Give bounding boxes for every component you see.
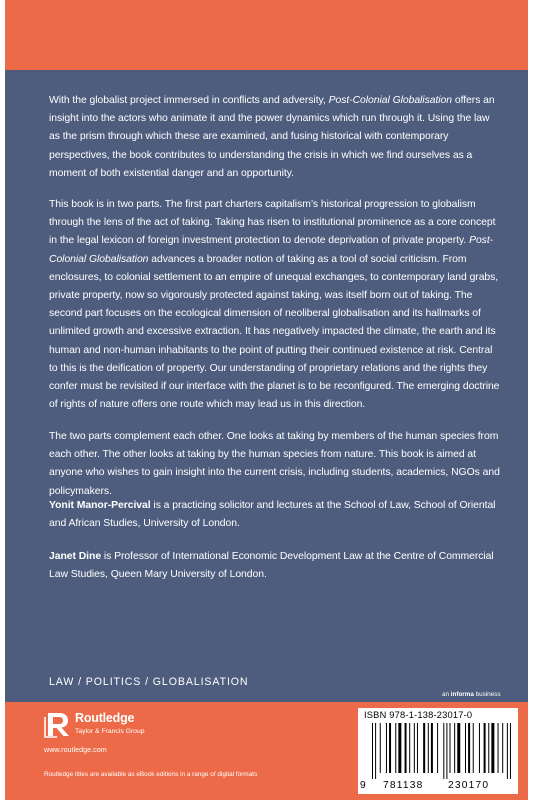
author-bio-2 xyxy=(49,548,501,584)
book-title-italic: Post-Colonial Globalisation xyxy=(49,235,494,265)
author-name: Yonit Manor-Percival xyxy=(49,500,151,511)
blurb-paragraph-3: The two parts complement each other. One looks at taking by members of the human species from each other. The other looks at taking by the human species from nature. This book is aimed at anyone who wishes to gain insight into the current crisis, including students, academics, NGOs and policymakers. xyxy=(49,431,500,497)
ebook-note: Routledge titles are available as eBook editions in a range of digital formats xyxy=(44,771,258,778)
author-bio-text: is Professor of International Economic Development Law at the Centre of Commercial Law Studies, Queen Mary University of London. xyxy=(49,551,494,581)
barcode-left-digits: 781138 xyxy=(383,780,424,791)
blurb-paragraph-1 xyxy=(49,92,501,183)
informa-prefix: an xyxy=(442,691,451,698)
barcode-bar xyxy=(468,723,470,773)
informa-brand: informa xyxy=(450,691,474,698)
barcode-bar xyxy=(437,723,438,773)
barcode-bar xyxy=(389,723,391,773)
isbn-label: ISBN 978-1-138-23017-0 xyxy=(364,710,473,720)
blurb-text: offers an insight into the actors who animate it and the power dynamics which run through it. Using the law as the prism through which these are examined, and fusing historical with contemporary perspectives, the book contributes to understanding the crisis in which we find ourselves as a moment of both existential danger and an opportunity. xyxy=(49,95,495,179)
barcode-lead-digit: 9 xyxy=(360,780,366,791)
barcode-bar xyxy=(465,723,466,773)
barcode-bar xyxy=(443,723,444,779)
barcode-bar xyxy=(507,723,508,779)
barcode-bar xyxy=(380,723,381,773)
publisher-group: Taylor & Francis Group xyxy=(75,728,145,735)
isbn-barcode xyxy=(370,723,512,779)
routledge-logo-icon xyxy=(44,711,71,738)
barcode-right-digits: 230170 xyxy=(448,780,490,791)
subject-categories: LAW / POLITICS / GLOBALISATION xyxy=(49,676,249,688)
blurb-text: advances a broader notion of taking as a tool of social criticism. From enclosures, to colonial settlement to an empire of unequal exchanges, to contemporary land grabs, private property, now so vigorously protected against taking, was itself born out of taking. The second part focuses on the ecological dimension of neoliberal globalisation and its hallmarks of unlimited growth and excessive extraction. It has negatively impacted the climate, the earth and its human and non-human inhabitants to the point of putting their continued existence at risk. Central to this is the deification of property. Our understanding of proprietary relations and the rights they confer must be revisited if our interface with the planet is to be reconfigured. The emerging doctrine of rights of nature offers one route which may lead us in this direction. xyxy=(49,253,500,411)
barcode-bar xyxy=(491,723,494,773)
blurb-text: This book is in two parts. The first part charters capitalism’s historical progression to globalism through the lens of the act of taking. Taking has risen to institutional prominence as a core concept in the legal lexicon of foreign investment protection to denote deprivation of private property. xyxy=(49,199,496,247)
barcode-bar xyxy=(428,723,429,773)
barcode-bar xyxy=(431,723,433,773)
informa-business-note xyxy=(442,691,500,698)
author-name: Janet Dine xyxy=(49,551,102,562)
author-bio-text: is a practicing solicitor and lectures at the School of Law, School of Oriental and African Studies, University of London. xyxy=(49,500,496,530)
barcode-bar xyxy=(423,723,425,773)
barcode-bar xyxy=(395,723,396,773)
publisher-url: www.routledge.com xyxy=(44,745,107,754)
barcode-bar xyxy=(372,723,373,779)
barcode-bar xyxy=(375,723,376,779)
barcode-bar xyxy=(488,723,489,773)
barcode-bar xyxy=(417,723,418,773)
blurb-text: With the globalist project immersed in conflicts and adversity, xyxy=(49,95,329,106)
back-cover xyxy=(5,0,528,800)
barcode-bar xyxy=(479,723,480,773)
barcode-bar xyxy=(446,723,447,779)
publisher-name: Routledge xyxy=(75,711,135,725)
barcode-bar xyxy=(454,723,455,773)
barcode-bar xyxy=(510,723,511,779)
barcode-bar xyxy=(398,723,401,773)
barcode-bar xyxy=(473,723,474,773)
top-orange-band xyxy=(5,0,528,70)
barcode-bar xyxy=(450,723,451,773)
blurb-paragraph-2 xyxy=(49,196,501,414)
informa-suffix: business xyxy=(473,691,501,698)
barcode-bar xyxy=(484,723,486,773)
barcode-bar xyxy=(405,723,407,773)
book-title-italic: Post-Colonial Globalisation xyxy=(328,95,452,106)
barcode-bar xyxy=(457,723,460,773)
barcode-bar xyxy=(409,723,410,773)
barcode-bar xyxy=(502,723,503,773)
barcode-bar xyxy=(414,723,415,773)
barcode-bar xyxy=(498,723,499,773)
author-bio-1 xyxy=(49,497,501,533)
barcode-bar xyxy=(386,723,387,773)
barcode-panel xyxy=(358,708,518,794)
